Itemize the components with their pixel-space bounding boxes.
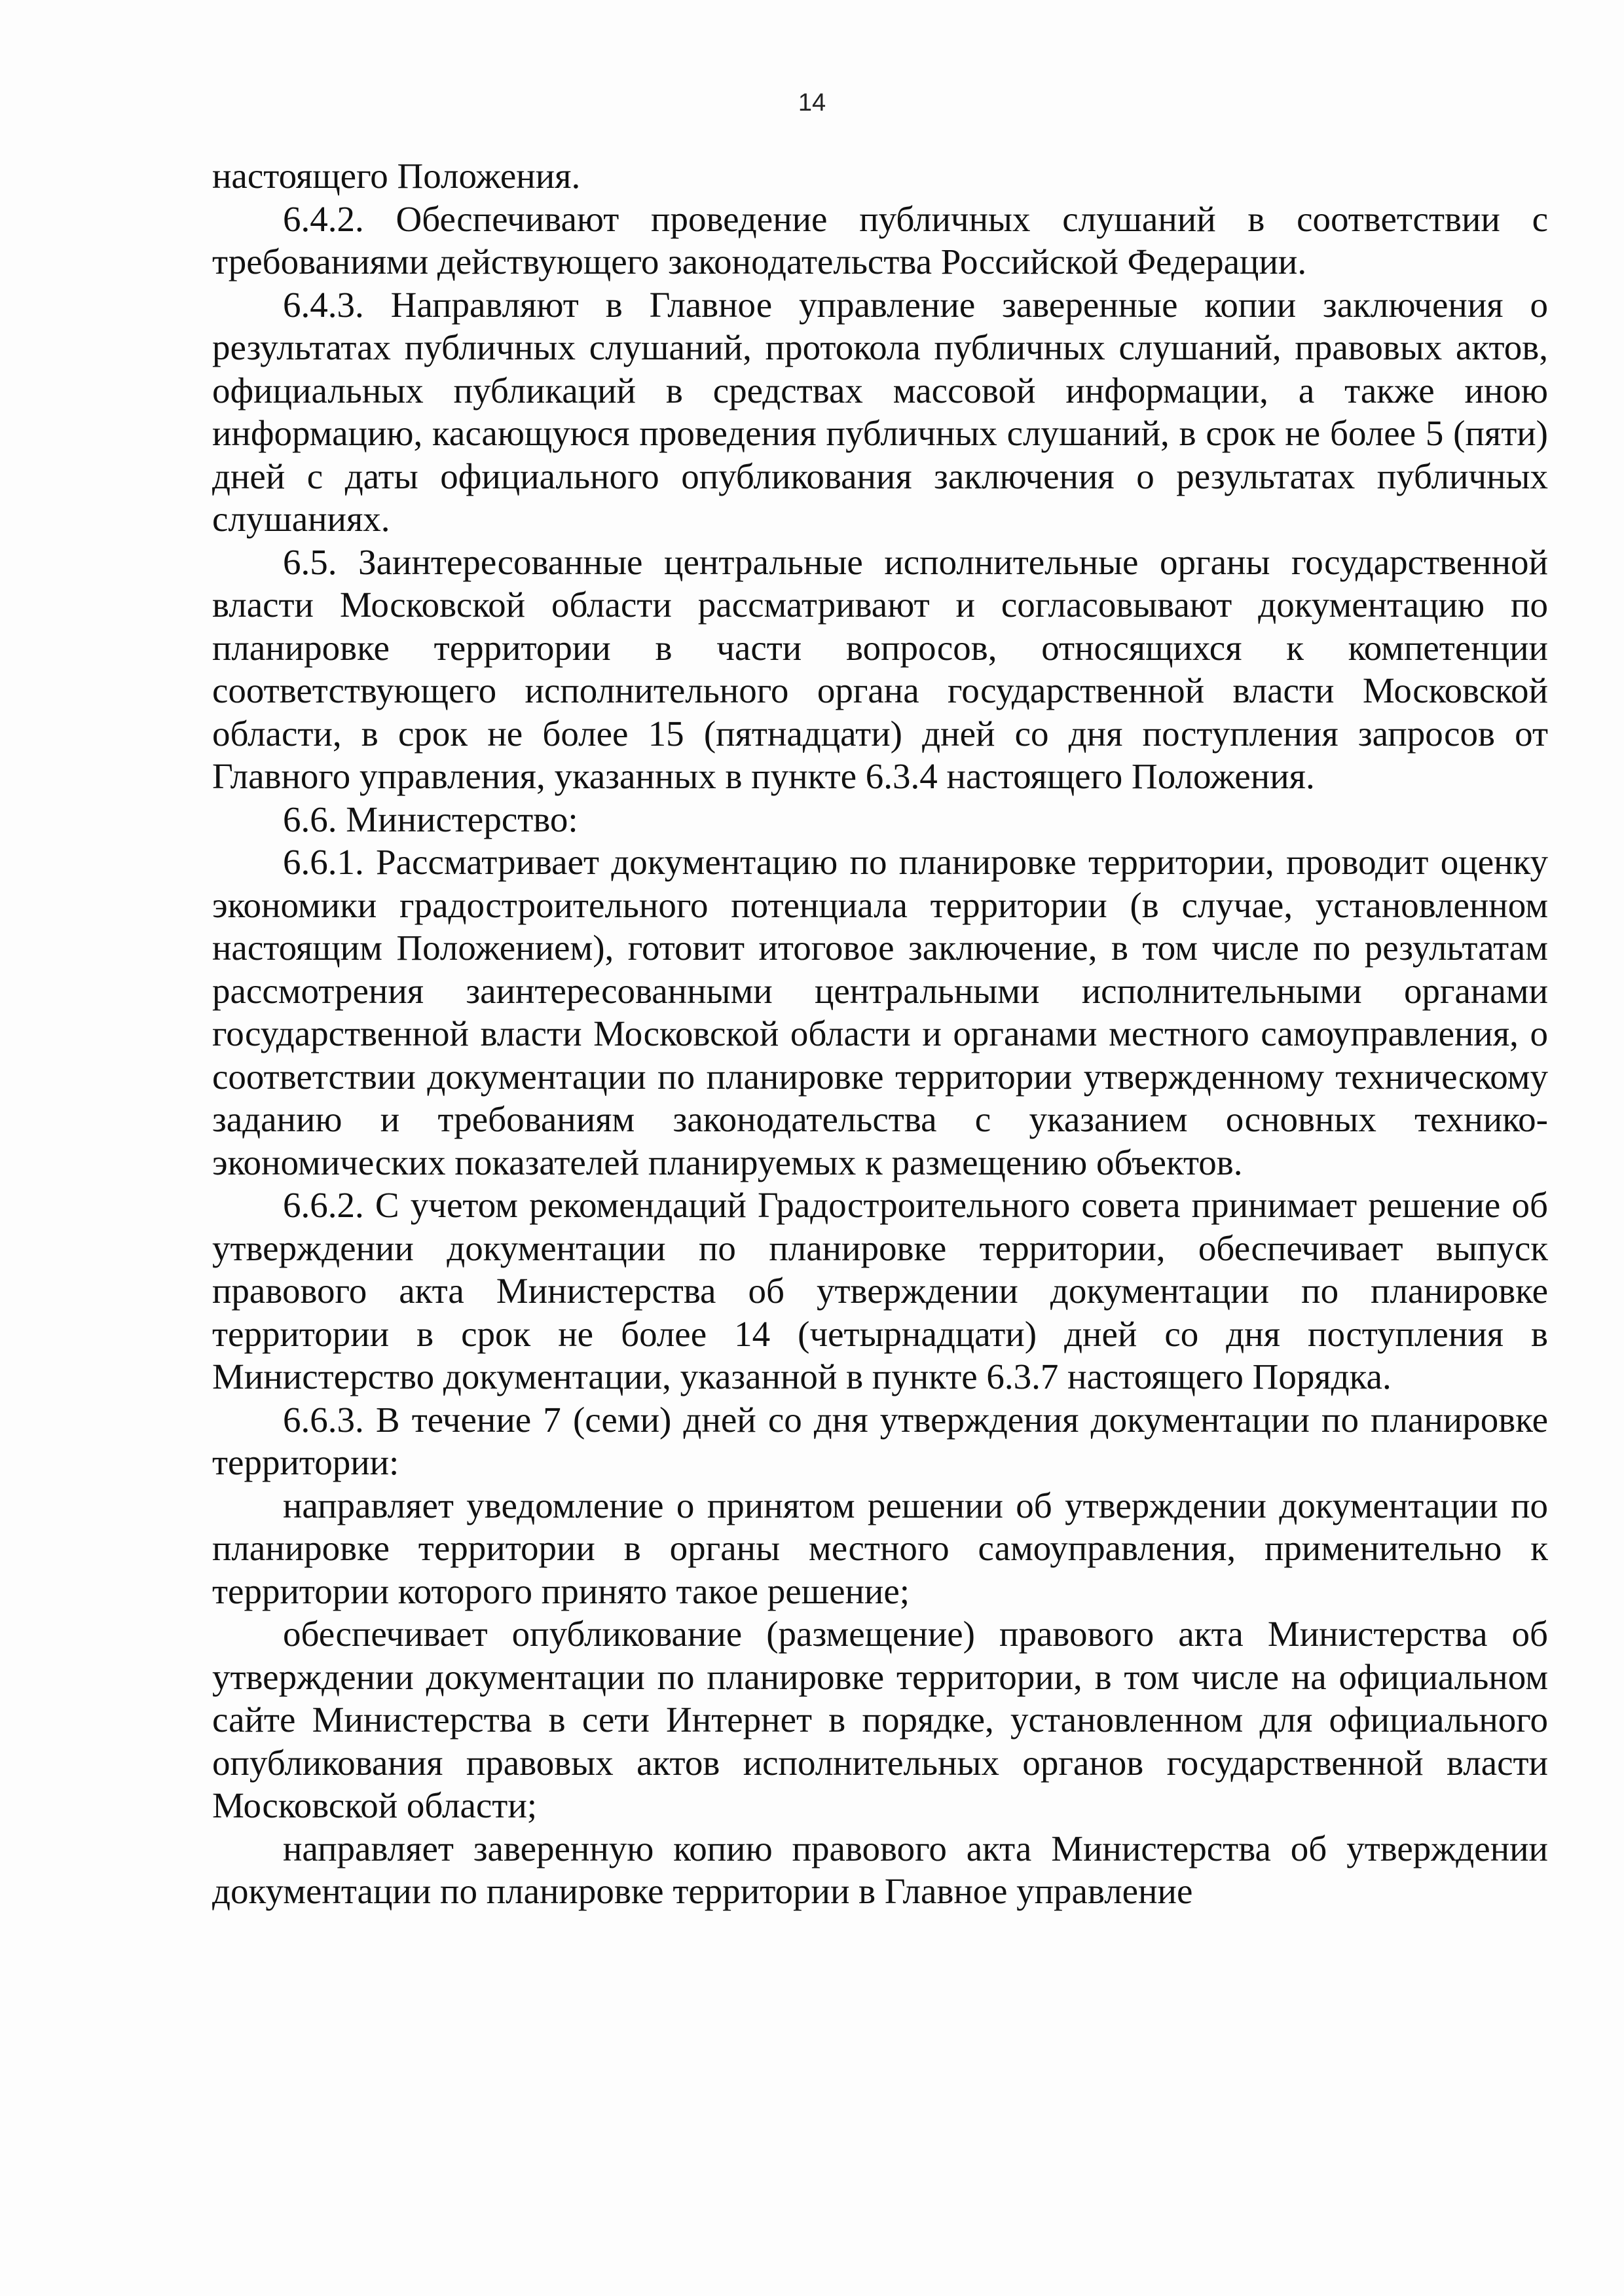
page-number: 14 <box>798 89 826 117</box>
paragraph-notify-municipal: направляет уведомление о принятом решении об утверждении документации по планировке территории в органы местного самоуправления, применительно к территории которого принято такое решение; <box>212 1485 1548 1611</box>
paragraph-6-6: 6.6. Министерство: <box>283 799 578 839</box>
paragraph-6-4-3: 6.4.3. Направляют в Главное управление заверенные копии заключения о результатах публичных слушаний, протокола публичных слушаний, правовых актов, официальных публикаций в средствах массовой информации, а также иною информацию, касающуюся проведения публичных слушаний, в срок не более 5 (пяти) дней с даты официального опубликования заключения о результатах публичных слушаниях. <box>212 284 1548 539</box>
paragraph-6-6-3: 6.6.3. В течение 7 (семи) дней со дня утверждения документации по планировке территории: <box>212 1399 1548 1482</box>
paragraph-6-6-2: 6.6.2. С учетом рекомендаций Градостроительного совета принимает решение об утверждении документации по планировке территории, обеспечивает выпуск правового акта Министерства об утверждении документации по планировке территории в срок не более 14 (четырнадцати) дней со дня поступления в Министерство документации, указанной в пункте 6.3.7 настоящего Порядка. <box>212 1185 1548 1396</box>
paragraph-continuation: настоящего Положения. <box>212 156 581 196</box>
paragraph-send-copy: направляет заверенную копию правового акта Министерства об утверждении документации по планировке территории в Главное управление <box>212 1828 1548 1911</box>
document-body <box>212 155 1548 1913</box>
paragraph-publication: обеспечивает опубликование (размещение) правового акта Министерства об утверждении документации по планировке территории, в том числе на официальном сайте Министерства в сети Интернет в порядке, установленном для официального опубликования правовых актов исполнительных органов государственной власти Московской области; <box>212 1614 1548 1825</box>
paragraph-6-6-1: 6.6.1. Рассматривает документацию по планировке территории, проводит оценку экономики градостроительного потенциала территории (в случае, установленном настоящим Положением), готовит итоговое заключение, в том числе по результатам рассмотрения заинтересованными центральными исполнительными органами государственной власти Московской области и органами местного самоуправления, о соответствии документации по планировке территории утвержденному техническому заданию и требованиям законодательства с указанием основных технико-экономических показателей планируемых к размещению объектов. <box>212 842 1548 1182</box>
paragraph-6-5: 6.5. Заинтересованные центральные исполнительные органы государственной власти Московской области рассматривают и согласовывают документацию по планировке территории в части вопросов, относящихся к компетенции соответствующего исполнительного органа государственной власти Московской области, в срок не более 15 (пятнадцати) дней со дня поступления запросов от Главного управления, указанных в пункте 6.3.4 настоящего Положения. <box>212 541 1548 796</box>
paragraph-6-4-2: 6.4.2. Обеспечивают проведение публичных слушаний в соответствии с требованиями действующего законодательства Российской Федерации. <box>212 198 1548 282</box>
